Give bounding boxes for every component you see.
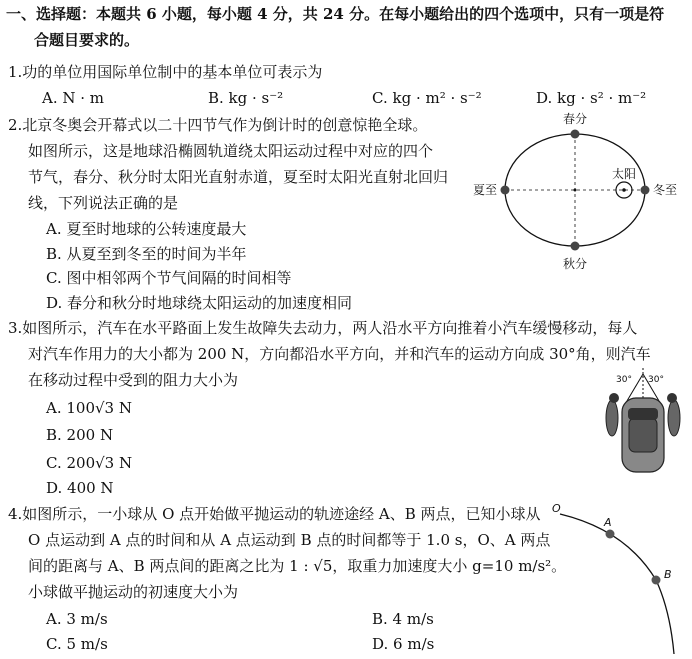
point-a-label: A bbox=[604, 516, 612, 529]
q4-option-d[interactable]: D. 6 m/s bbox=[372, 635, 435, 653]
trajectory-figure bbox=[546, 500, 690, 656]
q2-stem-line4: 线，下列说法正确的是 bbox=[28, 194, 179, 212]
orbit-center-dot bbox=[574, 189, 577, 192]
angle-left-label: 30° bbox=[616, 375, 632, 385]
person-right bbox=[668, 400, 680, 436]
section-heading-line1: 一、选择题：本题共 6 小题，每小题 4 分，共 24 分。在每小题给出的四个选项中，只有一项是符 bbox=[6, 5, 665, 23]
orbit-figure bbox=[470, 108, 690, 274]
label-summer: 夏至 bbox=[473, 183, 498, 197]
q4-stem-line1: 4.如图所示，一小球从 O 点开始做平抛运动的轨迹途经 A、B 两点，已知小球从 bbox=[8, 505, 541, 523]
q4-stem-line3: 间的距离与 A、B 两点间的距离之比为 1 : √5，取重力加速度大小 g=10 m/s²。 bbox=[28, 557, 567, 575]
q2-option-a[interactable]: A. 夏至时地球的公转速度最大 bbox=[46, 220, 247, 238]
q4-option-b[interactable]: B. 4 m/s bbox=[372, 610, 434, 628]
q1-option-d[interactable]: D. kg · s² · m⁻² bbox=[536, 89, 647, 107]
person-left bbox=[606, 400, 618, 436]
q3-option-c[interactable]: C. 200√3 N bbox=[46, 454, 133, 472]
q4-option-c[interactable]: C. 5 m/s bbox=[46, 635, 108, 653]
section-heading-line2: 合题目要求的。 bbox=[34, 31, 140, 49]
q2-option-c[interactable]: C. 图中相邻两个节气间隔的时间相等 bbox=[46, 269, 292, 287]
q1-option-c[interactable]: C. kg · m² · s⁻² bbox=[372, 89, 482, 107]
q4-stem-line4: 小球做平抛运动的初速度大小为 bbox=[28, 583, 239, 601]
q1-option-a[interactable]: A. N · m bbox=[42, 89, 105, 107]
q2-stem-line3: 节气，春分、秋分时太阳光直射赤道，夏至时太阳光直射北回归 bbox=[28, 168, 449, 186]
q3-stem-line1: 3.如图所示，汽车在水平路面上发生故障失去动力，两人沿水平方向推着小汽车缓慢移动，每人 bbox=[8, 319, 638, 337]
sun-dot bbox=[622, 188, 626, 192]
earth-winter-dot bbox=[641, 186, 650, 195]
q4-stem-line2: O 点运动到 A 点的时间和从 A 点运动到 B 点的时间都等于 1.0 s，O、A 两点 bbox=[28, 531, 551, 549]
q2-stem-line1: 2.北京冬奥会开幕式以二十四节气作为倒计时的创意惊艳全球。 bbox=[8, 116, 428, 134]
q2-option-b[interactable]: B. 从夏至到冬至的时间为半年 bbox=[46, 245, 247, 263]
q3-stem-line2: 对汽车作用力的大小都为 200 N，方向都沿水平方向，并和汽车的运动方向成 30°角，则汽车 bbox=[28, 345, 651, 363]
q1-stem: 1.功的单位用国际单位制中的基本单位可表示为 bbox=[8, 63, 323, 81]
car-figure bbox=[604, 368, 682, 478]
q2-stem-line2: 如图所示，这是地球沿椭圆轨道绕太阳运动过程中对应的四个 bbox=[28, 142, 434, 160]
q3-option-a[interactable]: A. 100√3 N bbox=[46, 399, 132, 417]
q3-stem-line3: 在移动过程中受到的阻力大小为 bbox=[28, 371, 239, 389]
earth-summer-dot bbox=[501, 186, 510, 195]
person-left-head bbox=[609, 393, 619, 403]
label-sun: 太阳 bbox=[612, 167, 637, 181]
angle-right-label: 30° bbox=[648, 375, 664, 385]
car-windshield bbox=[628, 408, 658, 420]
car-roof bbox=[629, 418, 657, 452]
point-a-dot bbox=[606, 530, 615, 539]
q2-option-d[interactable]: D. 春分和秋分时地球绕太阳运动的加速度相同 bbox=[46, 294, 353, 312]
q4-option-a[interactable]: A. 3 m/s bbox=[46, 610, 108, 628]
point-b-dot bbox=[652, 576, 661, 585]
label-autumn: 秋分 bbox=[563, 257, 588, 271]
q3-option-d[interactable]: D. 400 N bbox=[46, 479, 114, 497]
earth-spring-dot bbox=[571, 130, 580, 139]
q1-option-b[interactable]: B. kg · s⁻² bbox=[208, 89, 284, 107]
earth-autumn-dot bbox=[571, 242, 580, 251]
point-o-label: O bbox=[552, 502, 561, 515]
label-spring: 春分 bbox=[563, 112, 588, 126]
q3-option-b[interactable]: B. 200 N bbox=[46, 426, 114, 444]
point-b-label: B bbox=[664, 568, 672, 581]
label-winter: 冬至 bbox=[653, 183, 678, 197]
person-right-head bbox=[667, 393, 677, 403]
